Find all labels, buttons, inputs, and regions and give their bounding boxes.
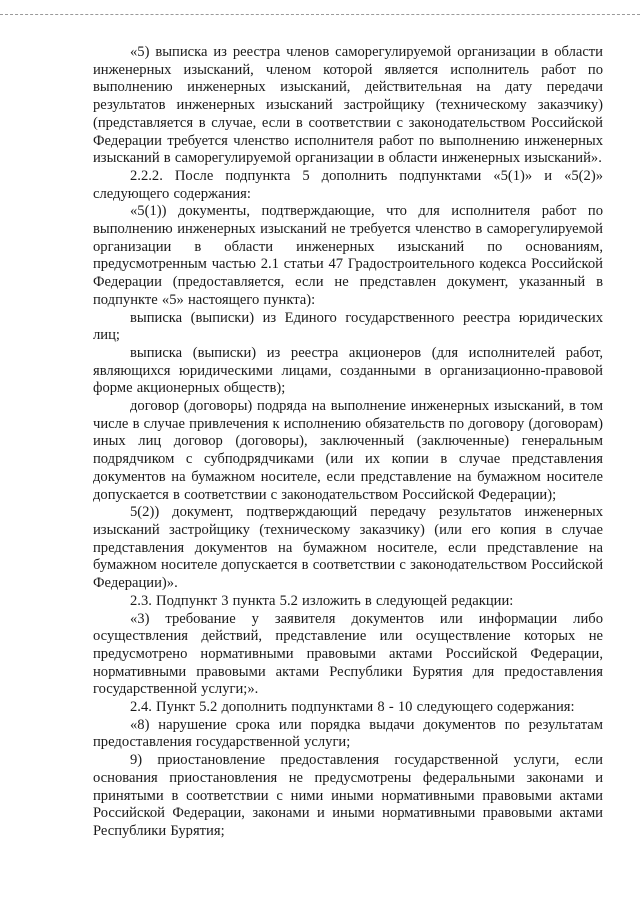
document-body xyxy=(93,44,603,841)
paragraph-subitem-9: 9) приостановление предоставления государственной услуги, если основания приостановления не предусмотрены федеральными законами и принятыми в соответствии с ними иными нормативными правовыми актами Российской Федерации, законами и иными нормативными правовыми актами Республики Бурятия; xyxy=(93,752,603,839)
paragraph-subitem-5-2: 5(2)) документ, подтверждающий передачу результатов инженерных изысканий застройщику (техническому заказчику) (или его копия в случае представления документов на бумажном носителе, если представление на бумажном носителе допускается в соответствии с законодательством Российской Федерации)». xyxy=(93,504,603,592)
paragraph-subitem-8: «8) нарушение срока или порядка выдачи документов по результатам предоставления государственной услуги; xyxy=(93,716,603,751)
scan-top-edge xyxy=(0,14,640,15)
paragraph-2-4: 2.4. Пункт 5.2 дополнить подпунктами 8 - 10 следующего содержания: xyxy=(130,699,575,716)
paragraph-contracts: договор (договоры) подряда на выполнение инженерных изысканий, в том числе в случае привлечения к исполнению обязательств по договору (договорам) иных лиц договор (договоры), заключенный (заключенные) генеральным подрядчиком с субподрядчиками (или их копии в случае представления документов на бумажном носителе, если представление на бумажном носителе допускается в соответствии с законодательством Российской Федерации); xyxy=(93,398,603,503)
paragraph-2-3: 2.3. Подпункт 3 пункта 5.2 изложить в следующей редакции: xyxy=(130,592,514,609)
paragraph-2-2-2: 2.2.2. После подпункта 5 дополнить подпунктами «5(1)» и «5(2)» следующего содержания: xyxy=(93,167,603,202)
paragraph-shareholders-extract: выписка (выписки) из реестра акционеров (для исполнителей работ, являющихся юридическими лицами, созданными в организационно-правовой форме акционерных обществ); xyxy=(93,344,603,397)
paragraph-egrul-extract: выписка (выписки) из Единого государственного реестра юридических лиц; xyxy=(93,309,603,344)
paragraph-subitem-5-1: «5(1)) документы, подтверждающие, что для исполнителя работ по выполнению инженерных изысканий не требуется членство в саморегулируемой организации в области инженерных изысканий по основаниям, предусмотренным частью 2.1 статьи 47 Градостроительного кодекса Российской Федерации (предоставляется, если не представлен документ, указанный в подпункте «5» настоящего пункта): xyxy=(93,203,603,308)
paragraph-subitem-5: «5) выписка из реестра членов саморегулируемой организации в области инженерных изысканий, членом которой является исполнитель работ по выполнению инженерных изысканий, действительная на дату передачи результатов инженерных изысканий застройщику (техническому заказчику) (представляется в случае, если в соответствии с законодательством Российской Федерации требуется членство исполнителя работ по выполнению инженерных изысканий в саморегулируемой организации в области инженерных изысканий». xyxy=(93,44,603,167)
paragraph-subitem-3: «3) требование у заявителя документов или информации либо осуществления действий, представление или осуществление которых не предусмотрено нормативными правовыми актами Российской Федерации, нормативными правовыми актами Республики Бурятия для предоставления государственной услуги;». xyxy=(93,610,603,698)
